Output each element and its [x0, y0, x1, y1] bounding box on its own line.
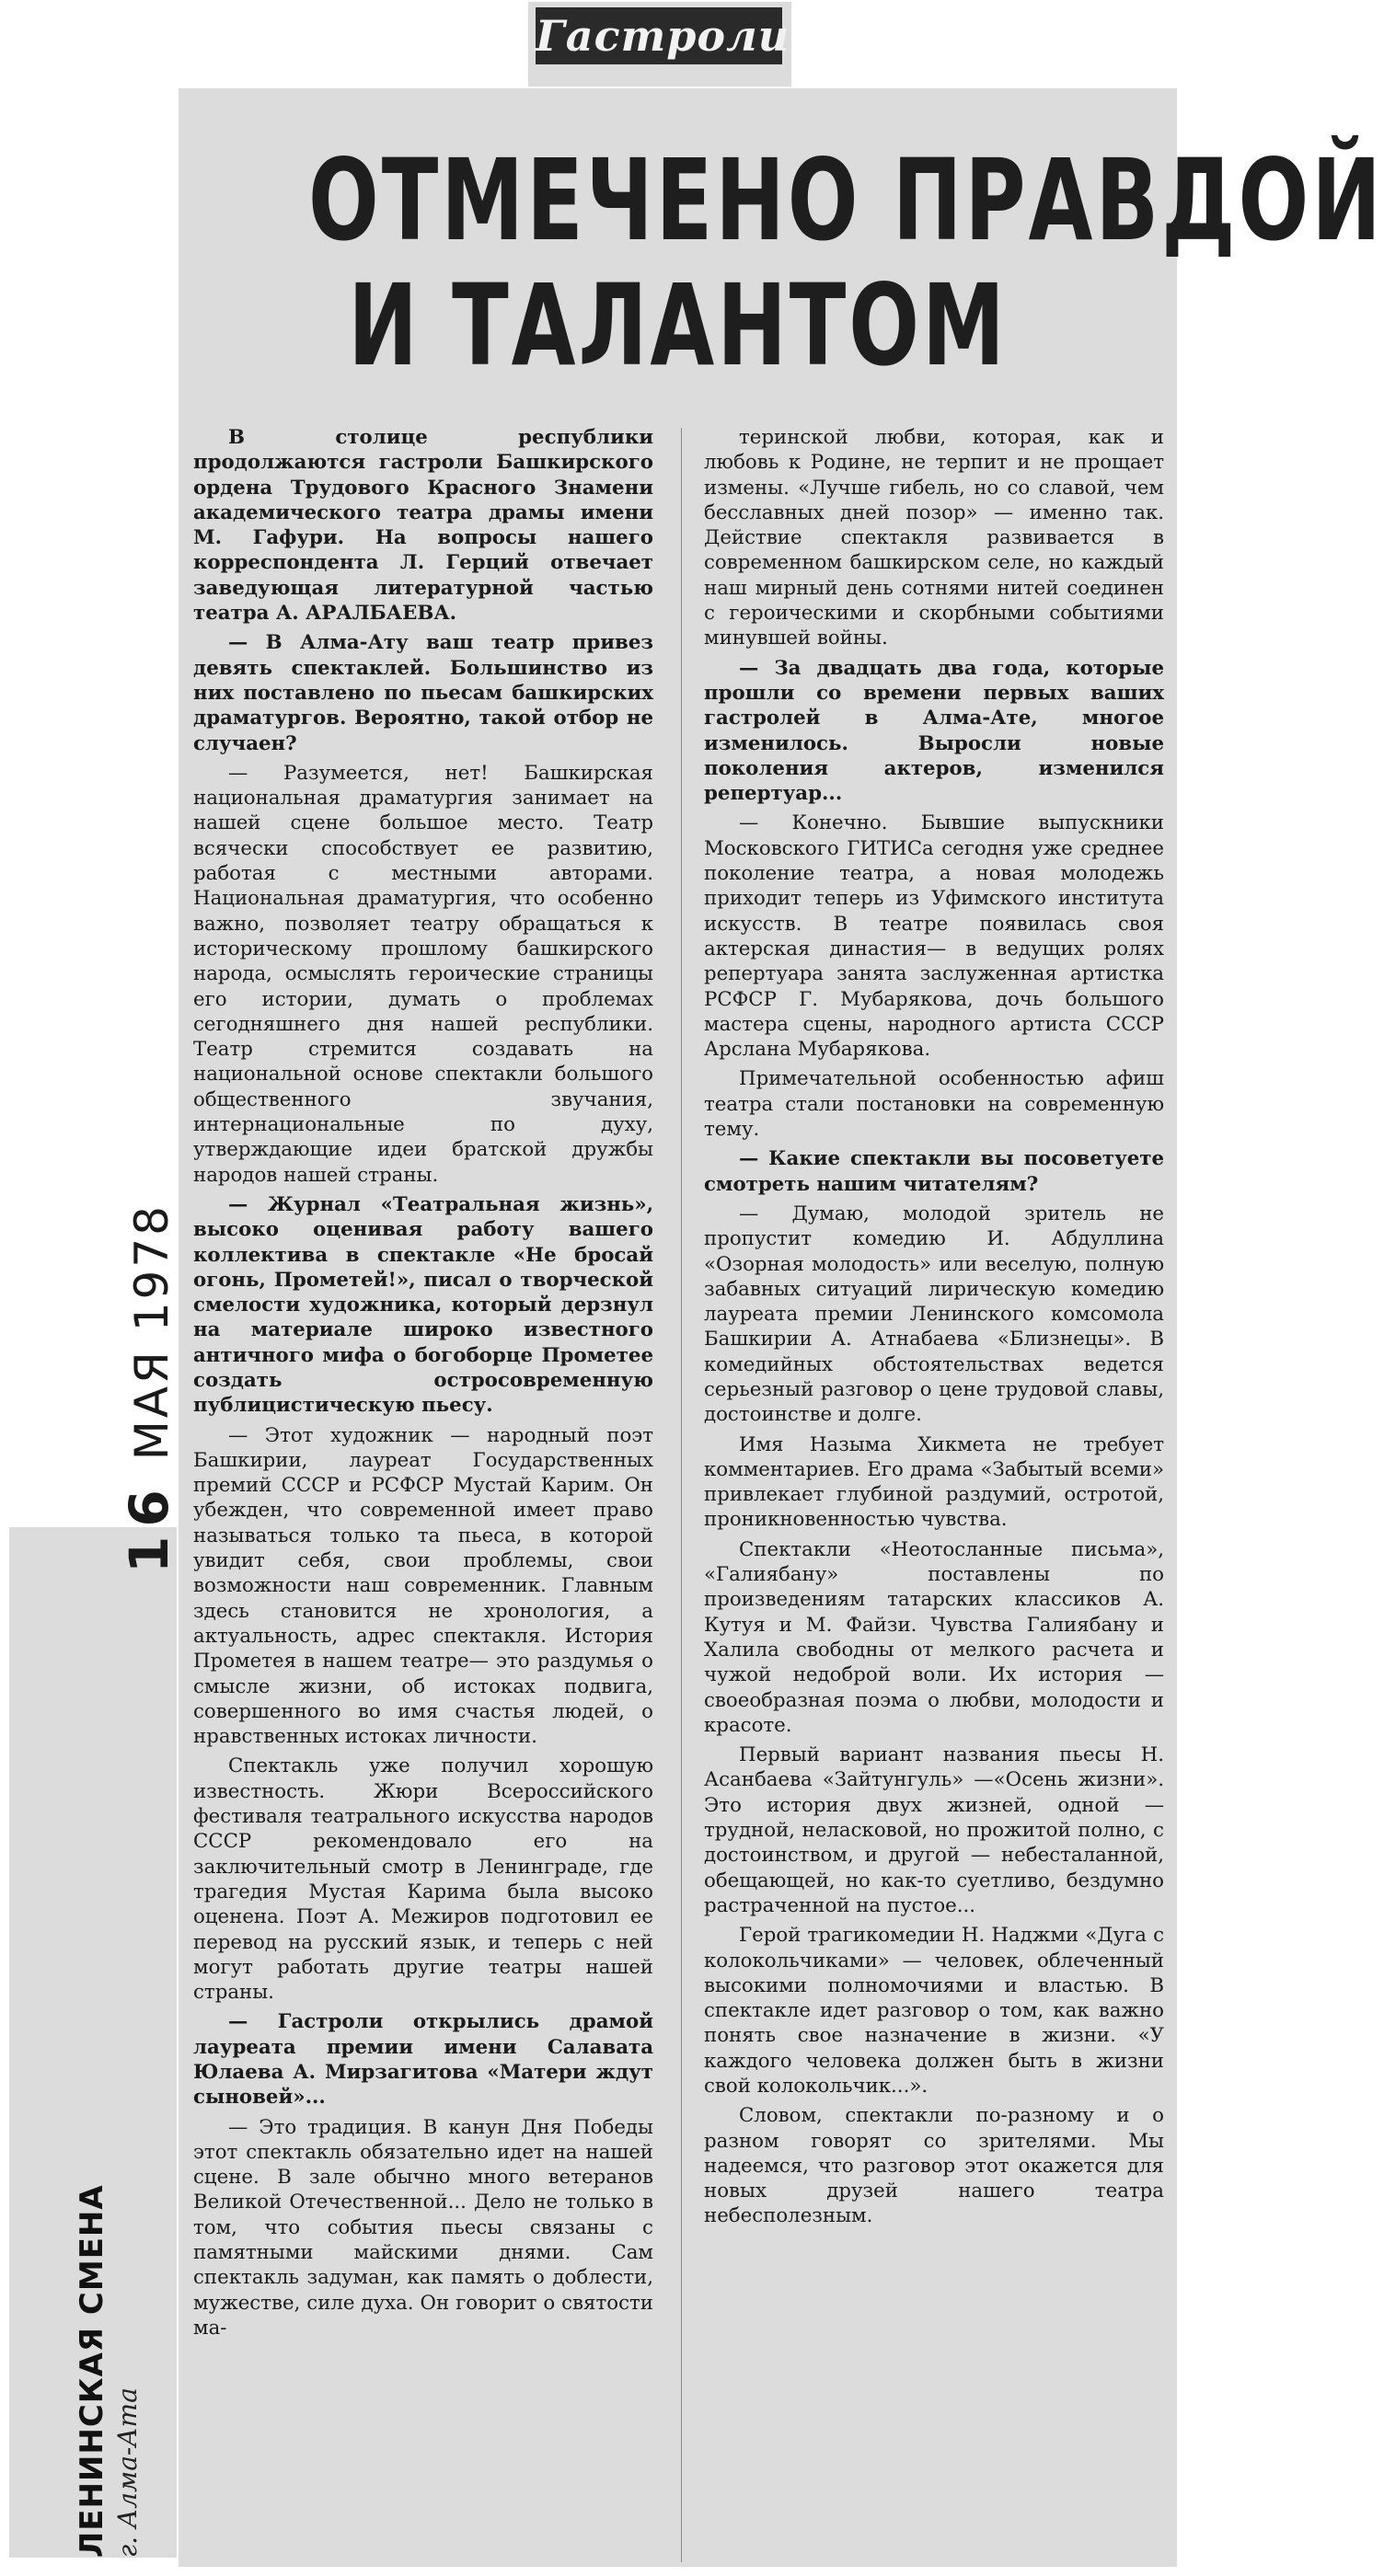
headline-line-1: ОТМЕЧЕНО ПРАВДОЙ	[308, 135, 1384, 266]
answer-paragraph: Словом, спектакли по-разному и о разном говорят со зрителями. Мы надеемся, что разговор этот окажется для новых друзей нашего театра небесполезным.	[704, 2104, 1164, 2228]
answer-paragraph: — Конечно. Бывшие выпускники Московского ГИТИСа сегодня уже среднее поколение театра, а новая молодежь приходит теперь из Уфимского института искусств. В театре появилась своя актерская династия— в ведущих ролях репертуара занята заслуженная артистка РСФСР Г. Мубарякова, дочь большого мастера сцены, народного артиста СССР Арслана Мубарякова.	[704, 811, 1164, 1062]
newspaper-name: ЛЕНИНСКАЯ СМЕНА	[74, 2184, 110, 2558]
newspaper-city: г. Алма-Ата	[112, 2387, 143, 2558]
issue-date	[118, 1203, 180, 1573]
answer-paragraph: Имя Назыма Хикмета не требует комментариев. Его драма «Забытый всеми» привлекает глубиной раздумий, остротой, проникновенностью чувства.	[704, 1432, 1164, 1532]
answer-paragraph: теринской любви, которая, как и любовь к Родине, не терпит и не прощает измены. «Лучше гибель, но со славой, чем бесславных дней позор» — именно так. Действие спектакля развивается в современном башкирском селе, но каждый наш мирный день сотнями нитей соединен с героическими и скорбными событиями минувшей войны.	[704, 426, 1164, 650]
issue-date-month-year: МАЯ 1978	[125, 1203, 179, 1461]
issue-date-day: 16	[118, 1480, 180, 1573]
answer-paragraph: Спектакли «Неотосланные письма», «Галиябану» поставлены по произведениям татарских классиков А. Кутуя и М. Файзи. Чувства Галиябану и Халила свободны от мелкого расчета и чужой недоброй воли. Их история — своеобразная поэма о любви, молодости и красоте.	[704, 1537, 1164, 1737]
article-column-right	[704, 425, 1164, 2234]
question-paragraph: — В Алма-Ату ваш театр привез девять спектаклей. Большинство из них поставлено по пьесам башкирских драматургов. Вероятно, такой отбор не случаен?	[193, 631, 653, 755]
answer-paragraph: — Этот художник — народный поэт Башкирии, лауреат Государственных премий СССР и РСФСР Мустай Карим. Он убежден, что современной имеет право называться только та пьеса, в которой увидит себя, свои проблемы, свои возможности наш современник. Главным здесь становится не хронология, а актуальность, адрес спектакля. История Прометея в нашем театре— это раздумья о смысле жизни, об истоках подвига, совершенного во имя счастья людей, о нравственных истоках личности.	[193, 1423, 653, 1749]
question-paragraph: — Гастроли открылись драмой лауреата премии имени Салавата Юлаева А. Мирзагитова «Матери ждут сыновей»...	[193, 2010, 653, 2110]
rubric-label: Гастроли	[536, 7, 782, 64]
answer-paragraph: Герой трагикомедии Н. Наджми «Дуга с колокольчиками» — человек, облеченный высокими полномочиями и властью. В спектакле идет разговор о том, как важно понять свое назначение в жизни. «У каждого человека должен быть в жизни свой колокольчик...».	[704, 1924, 1164, 2098]
answer-paragraph: Первый вариант названия пьесы Н. Асанбаева «Зайтунгуль» —«Осень жизни». Это история двух жизней, одной — трудной, неласковой, но прожитой полно, с достоинством, и другой — небесталанной, обещающей, но как-то суетливо, бездумно растраченной на пустое...	[704, 1743, 1164, 1917]
question-paragraph: — Какие спектакли вы посоветуете смотреть нашим читателям?	[704, 1147, 1164, 1196]
answer-paragraph: Примечательной особенностью афиш театра стали постановки на современную тему.	[704, 1067, 1164, 1142]
answer-paragraph: — Разумеется, нет! Башкирская национальная драматургия занимает на нашей сцене большое место. Театр всячески способствует ее развитию, работая с местными авторами. Национальная драматургия, что особенно важно, позволяет театру обращаться к историческому прошлому башкирского народа, осмыслять героические страницы его истории, думать о проблемах сегодняшнего дня нашей республики. Театр стремится создавать на национальной основе спектакли большого общественного звучания, интернациональные по духу, утверждающие идеи братской дружбы народов нашей страны.	[193, 761, 653, 1187]
column-divider	[681, 428, 682, 2562]
article-column-left	[193, 425, 653, 2345]
headline	[308, 135, 1384, 391]
headline-line-2: И ТАЛАНТОМ	[348, 260, 1008, 391]
answer-paragraph: — Думаю, молодой зритель не пропустит комедию И. Абдуллина «Озорная молодость» или веселую, полную забавных ситуаций лирическую комедию лауреата премии Ленинского комсомола Башкирии А. Атнабаева «Близнецы». В комедийных обстоятельствах ведется серьезный разговор о цене трудовой славы, достоинстве и долге.	[704, 1202, 1164, 1427]
question-paragraph: — За двадцать два года, которые прошли со времени первых ваших гастролей в Алма-Ате, многое изменилось. Выросли новые поколения актеров, изменился репертуар...	[704, 656, 1164, 806]
question-paragraph: В столице республики продолжаются гастроли Башкирского ордена Трудового Красного Знамени академического театра драмы имени М. Гафури. На вопросы нашего корреспондента Л. Герций отвечает заведующая литературной частью театра А. АРАЛБАЕВА.	[193, 426, 653, 626]
question-paragraph: — Журнал «Театральная жизнь», высоко оценивая работу вашего коллектива в спектакле «Не бросай огонь, Прометей!», писал о творческой смелости художника, который дерзнул на материале широко известного античного мифа о богоборце Прометее создать остросовременную публицистическую пьесу.	[193, 1192, 653, 1418]
answer-paragraph: Спектакль уже получил хорошую известность. Жюри Всероссийского фестиваля театрального искусства народов СССР рекомендовало его на заключительный смотр в Ленинграде, где трагедия Мустая Карима была высоко оценена. Поэт А. Межиров подготовил ее перевод на русский язык, и теперь с ней могут работать другие театры нашей страны.	[193, 1754, 653, 2005]
answer-paragraph: — Это традиция. В канун Дня Победы этот спектакль обязательно идет на нашей сцене. В зале обычно много ветеранов Великой Отечественной... Дело не только в том, что события пьесы связаны с памятными майскими днями. Сам спектакль задуман, как память о доблести, мужестве, силе духа. Он говорит о святости ма-	[193, 2115, 653, 2340]
